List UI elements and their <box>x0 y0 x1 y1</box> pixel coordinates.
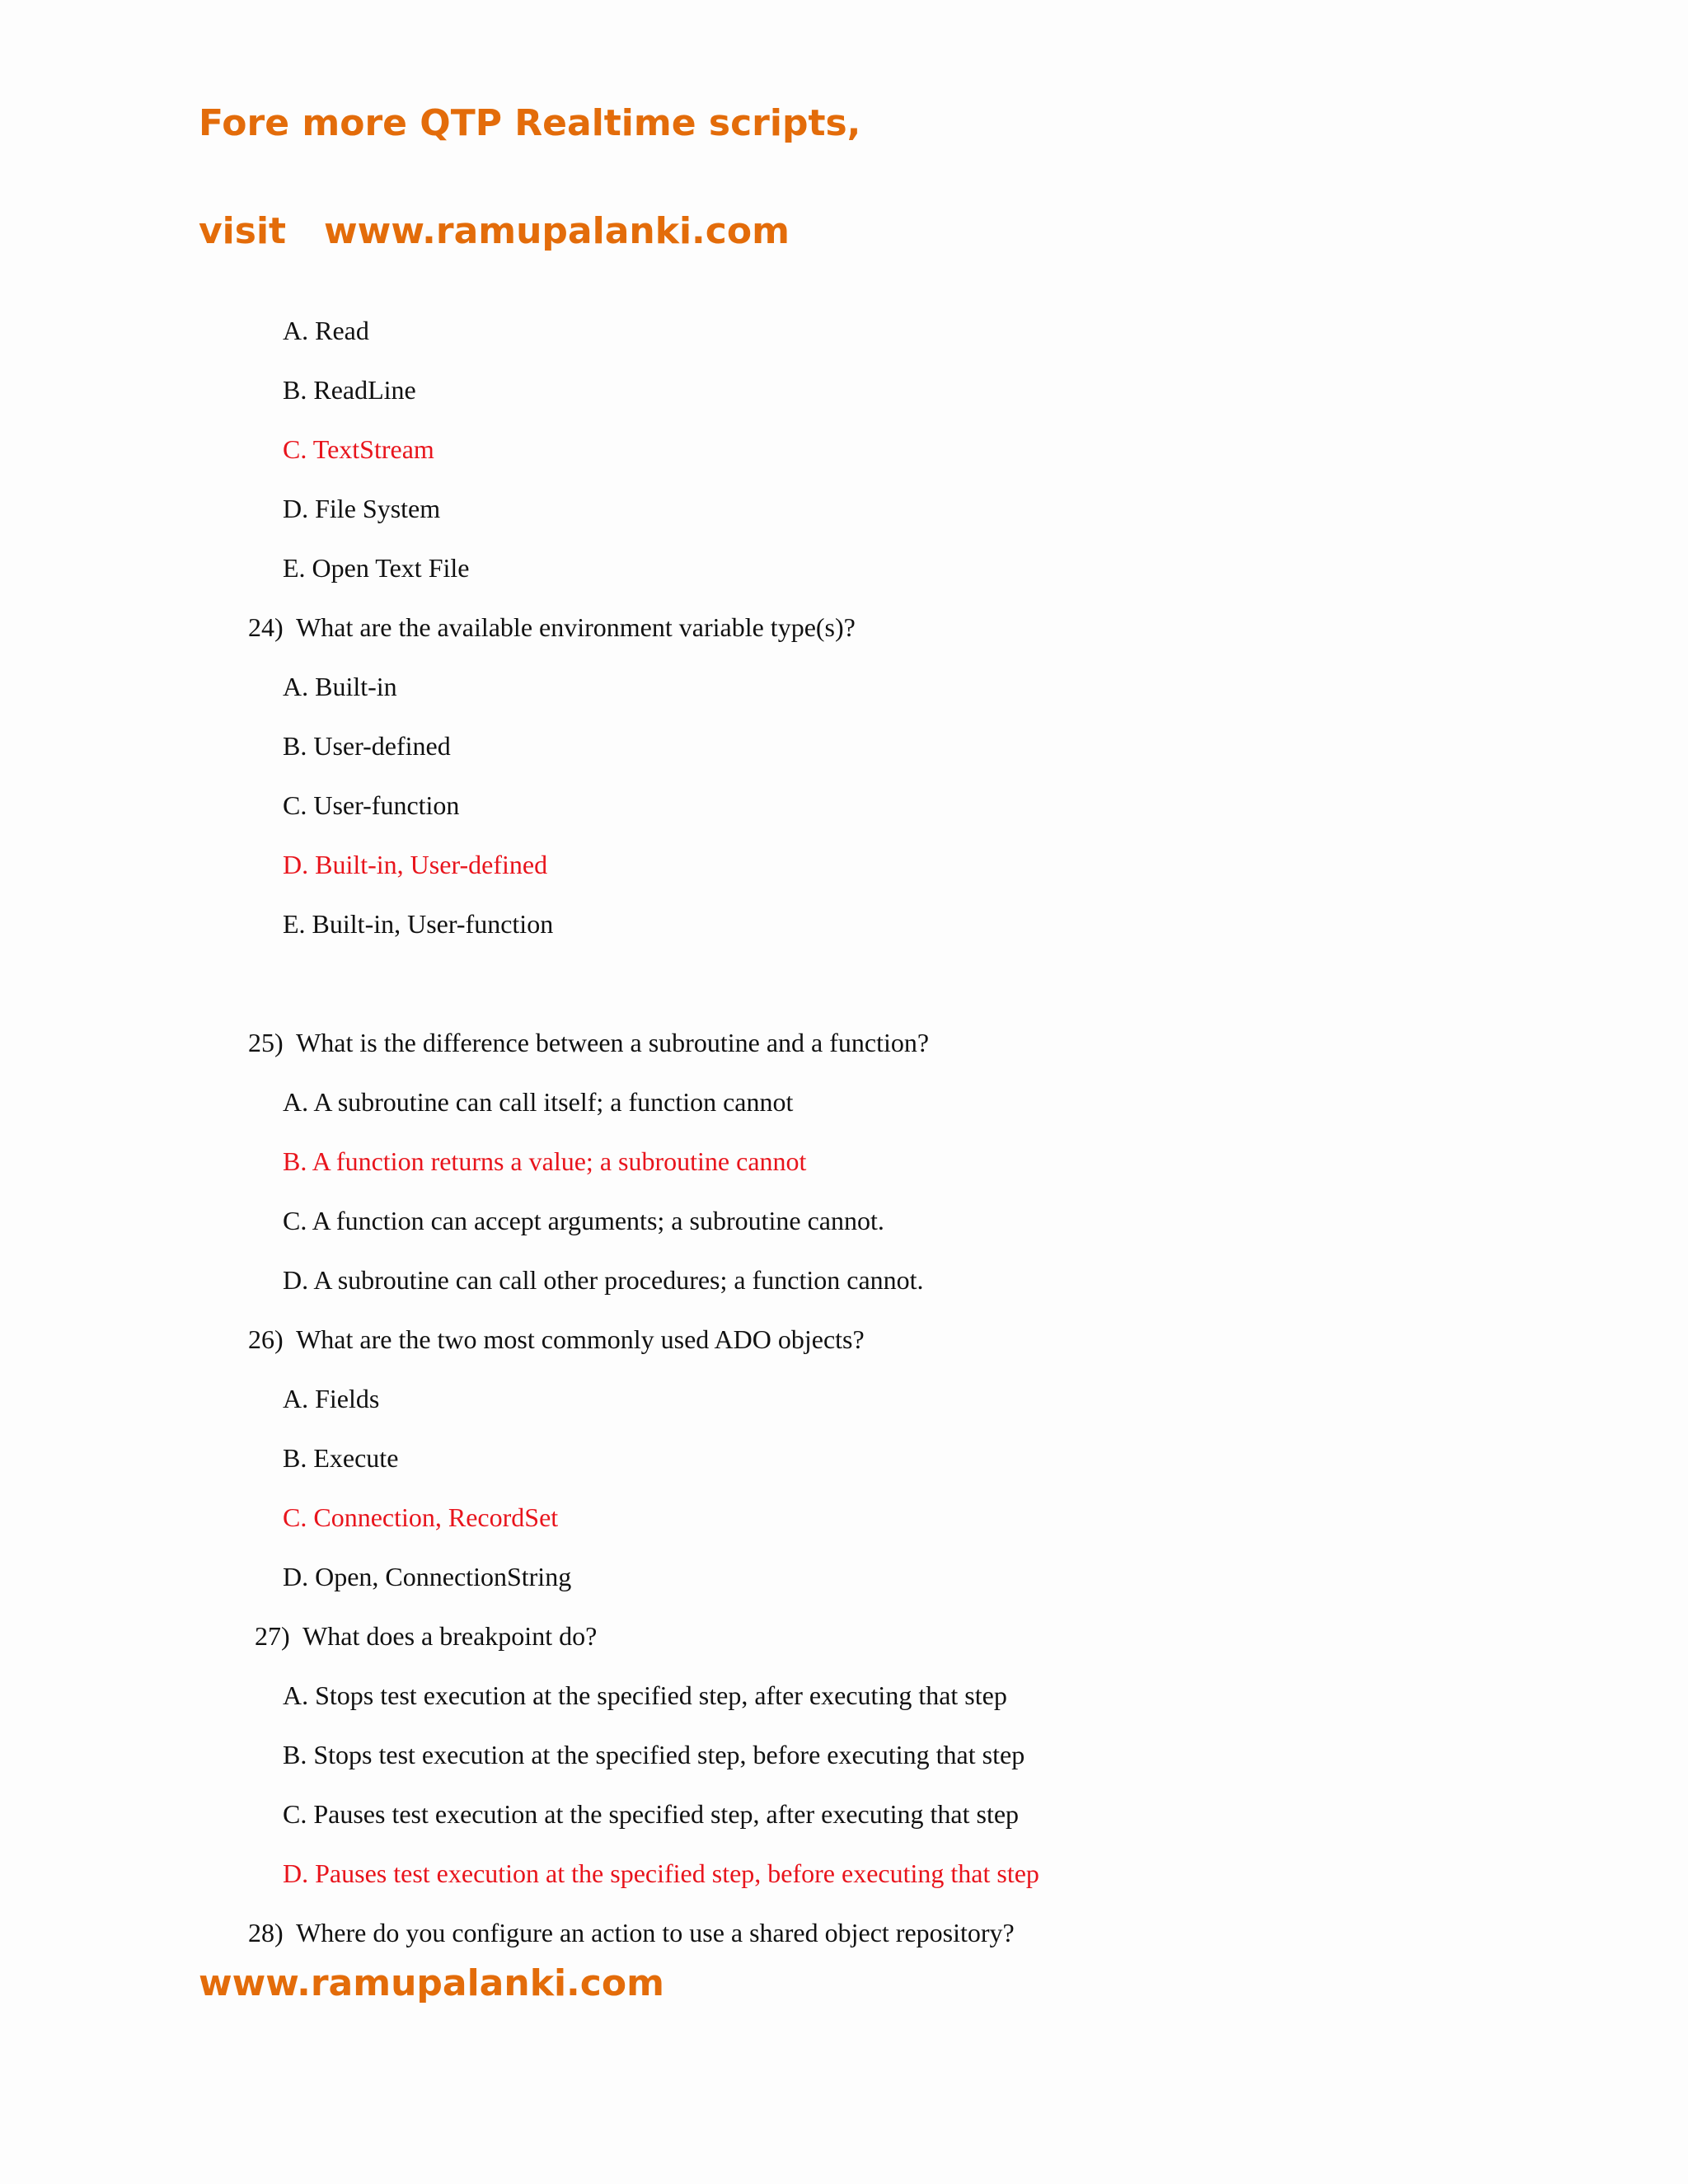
q27-option-c: C. Pauses test execution at the specified step, after executing that step <box>283 1799 1020 1829</box>
q23-option-e: E. Open Text File <box>283 553 470 583</box>
q26-option-b: B. Execute <box>283 1443 399 1473</box>
q23-option-c-correct: C. TextStream <box>283 434 434 464</box>
q23-option-b: B. ReadLine <box>283 375 416 405</box>
q24-option-d-correct: D. Built-in, User-defined <box>283 850 548 879</box>
q24-question: 24) What are the available environment variable type(s)? <box>248 612 856 642</box>
q26-option-c-correct: C. Connection, RecordSet <box>283 1502 559 1532</box>
q24-option-e: E. Built-in, User-function <box>283 909 554 939</box>
q27-option-a: A. Stops test execution at the specified step, after executing that step <box>283 1680 1007 1710</box>
q26-option-d: D. Open, ConnectionString <box>283 1562 572 1591</box>
q24-option-c: C. User-function <box>283 790 460 820</box>
q23-option-d: D. File System <box>283 494 441 523</box>
q25-option-a: A. A subroutine can call itself; a function cannot <box>283 1087 794 1117</box>
q25-option-c: C. A function can accept arguments; a subroutine cannot. <box>283 1206 884 1235</box>
header-website: visit www.ramupalanki.com <box>199 210 790 252</box>
q28-question: 28) Where do you configure an action to use a shared object repository? <box>248 1918 1015 1947</box>
q25-question: 25) What is the difference between a subroutine and a function? <box>248 1028 930 1057</box>
q27-option-d-correct: D. Pauses test execution at the specified step, before executing that step <box>283 1858 1039 1888</box>
q24-option-b: B. User-defined <box>283 731 451 761</box>
q27-question: 27) What does a breakpoint do? <box>255 1621 598 1651</box>
header-title: Fore more QTP Realtime scripts, <box>199 102 861 144</box>
q27-option-b: B. Stops test execution at the specified step, before executing that step <box>283 1740 1025 1769</box>
q26-question: 26) What are the two most commonly used ADO objects? <box>248 1324 865 1354</box>
q24-option-a: A. Built-in <box>283 672 397 701</box>
q23-option-a: A. Read <box>283 316 369 345</box>
q25-option-d: D. A subroutine can call other procedures; a function cannot. <box>283 1265 924 1295</box>
footer-website: www.ramupalanki.com <box>199 1962 664 2004</box>
q26-option-a: A. Fields <box>283 1384 380 1413</box>
q25-option-b-correct: B. A function returns a value; a subroutine cannot <box>283 1146 807 1176</box>
